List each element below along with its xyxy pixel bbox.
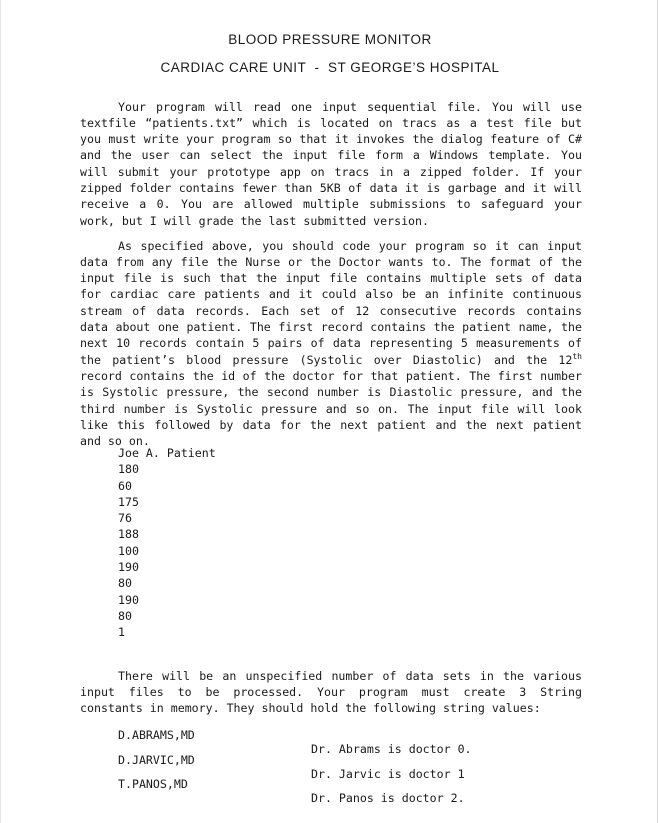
sample-record: 76 bbox=[118, 511, 132, 526]
document-title: BLOOD PRESSURE MONITOR bbox=[228, 32, 432, 47]
paragraph-file-format bbox=[80, 238, 582, 450]
sample-record: Joe A. Patient bbox=[118, 446, 216, 460]
ordinal-superscript: th bbox=[572, 351, 582, 361]
constants-list bbox=[118, 714, 472, 805]
constant-description: Dr. Panos is doctor 2. bbox=[311, 791, 465, 805]
sample-record: 80 bbox=[118, 576, 132, 591]
sample-record: 175 bbox=[118, 494, 139, 509]
paragraph-instructions: Your program will read one input sequential file. You will use textfile “patients.txt” which is located on tracs as a test file but you must write your program so that it invokes the dialog feature of C# and the user can select the input file form a Windows template. You will submit your prototype app on tracs in a zipped folder. If your zipped folder contains fewer than 5KB of data it is garbage and it will receive a 0. You are allowed multiple submissions to safeguard your work, but I will grade the last submitted version. bbox=[80, 99, 582, 228]
sample-record: 188 bbox=[118, 527, 139, 542]
sample-record: 100 bbox=[118, 543, 139, 558]
constant-value: T.PANOS,MD bbox=[118, 777, 188, 791]
sample-record: 60 bbox=[118, 478, 132, 493]
constant-description: Dr. Abrams is doctor 0. bbox=[311, 742, 472, 756]
paragraph-file-format-part1: As specified above, you should code your program so it can input data from any file the Nurse or the Doctor wants to. The format of the input file is such that the input file contains multiple sets of data for cardiac care patients and it could also be an infinite continuous stream of data records. Each set of 12 consecutive records contains data about one patient. The first record contains the patient name, the next 10 records contain 5 pairs of data representing 5 measurements of the patient’s blood pressure (Systolic over Diastolic) and the 12 bbox=[80, 238, 582, 367]
document-subtitle: CARDIAC CARE UNIT - ST GEORGE’S HOSPITAL bbox=[160, 60, 500, 75]
sample-record: 1 bbox=[118, 625, 125, 640]
paragraph-file-format-part2: record contains the id of the doctor for that patient. The first number is Systolic pressure, the second number is Diastolic pressure, and the third number is Systolic pressure and so on. The input file will look like this followed by data for the next patient and the next patient and so on. bbox=[80, 368, 582, 449]
sample-record: 80 bbox=[118, 608, 132, 623]
sample-record: 190 bbox=[118, 560, 139, 575]
constant-value: D.ABRAMS,MD bbox=[118, 728, 195, 742]
constant-description: Dr. Jarvic is doctor 1 bbox=[311, 766, 465, 781]
sample-record: 190 bbox=[118, 592, 139, 607]
sample-record: 180 bbox=[118, 462, 139, 477]
paragraph-constants: There will be an unspecified number of data sets in the various input files to be processed. Your program must create 3 String constants in memory. They should hold the following string values: bbox=[80, 668, 582, 716]
constant-row bbox=[118, 714, 472, 756]
sample-records-list bbox=[118, 445, 216, 641]
constant-value: D.JARVIC,MD bbox=[118, 752, 195, 767]
